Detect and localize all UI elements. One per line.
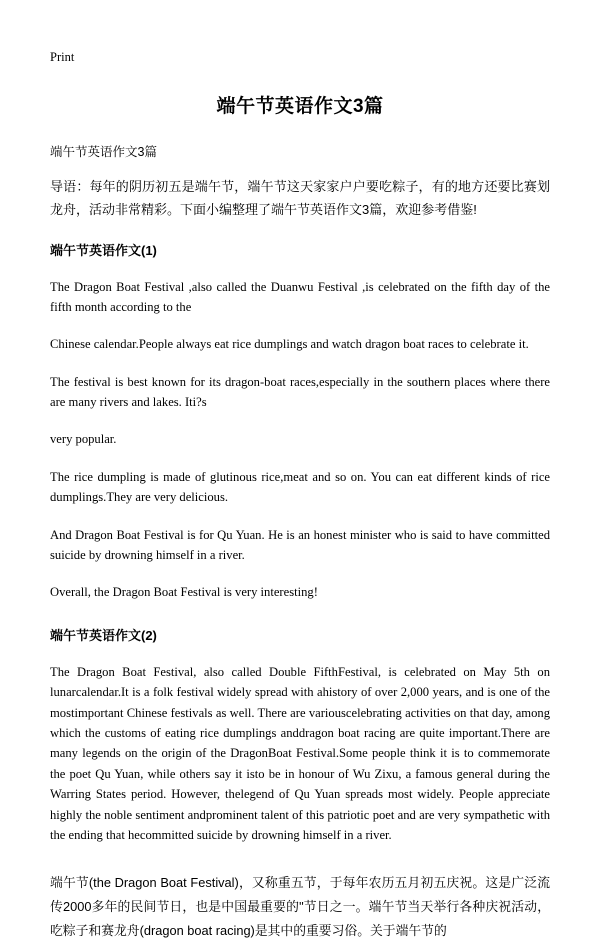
paragraph: And Dragon Boat Festival is for Qu Yuan. He is an honest minister who is said to have committed suicide by drowning himself in a river. <box>50 527 550 563</box>
paragraph: The rice dumpling is made of glutinous rice,meat and so on. You can eat different kinds of rice dumplings.They are very delicious. <box>50 469 550 505</box>
print-button[interactable]: Print <box>50 50 75 64</box>
section-heading-2: 端午节英语作文(2) <box>50 627 157 643</box>
paragraph: The Dragon Boat Festival ,also called the Duanwu Festival ,is celebrated on the fifth day of the fifth month according to the <box>50 279 550 314</box>
paragraph: The festival is best known for its dragon-boat races,especially in the southern places where there are many rivers and lakes. Iti?s <box>50 374 550 410</box>
document-subtitle: 端午节英语作文3篇 <box>50 145 157 159</box>
paragraph: Overall, the Dragon Boat Festival is very interesting! <box>50 585 318 600</box>
paragraph: very popular. <box>50 432 117 447</box>
paragraph-cn: 端午节(the Dragon Boat Festival)，又称重五节，于每年农历五月初五庆祝。这是广泛流传2000多年的民间节日，也是中国最重要的"节日之一。端午节当天举行各种庆祝活动，吃粽子和赛龙舟(dragon boat racing)是其中的重要习俗。关于端午节的 <box>50 875 550 938</box>
section-heading-1: 端午节英语作文(1) <box>50 242 157 258</box>
paragraph: Chinese calendar.People always eat rice dumplings and watch dragon boat races to celebrate it. <box>50 337 529 352</box>
paragraph: The Dragon Boat Festival, also called Double FifthFestival, is celebrated on May 5th on lunarcalendar.It is a folk festival widely spread with ahistory of over 2,000 years, and is one of the mostimportant Chinese festivals as well. There are variouscelebrating activities on that day, among which the customs of eating rice dumplings anddragon boat racing are quite important.There are many legends on the origin of the DragonBoat Festival.Some people think it is to commemorate the poet Qu Yuan, while others say it isto be in honour of Wu Zixu, a famous general during the Warring States period. However, thelegend of Qu Yuan spreads most widely. People appreciate highly the noble sentiment andprominent talent of this patriotic poet and are very sympathetic with the ending that hecommitted suicide by drowning himself in a river. <box>50 664 550 842</box>
document-lead: 导语：每年的阴历初五是端午节，端午节这天家家户户要吃粽子，有的地方还要比赛划龙舟，活动非常精彩。下面小编整理了端午节英语作文3篇，欢迎参考借鉴! <box>50 179 550 217</box>
page-title: 端午节英语作文3篇 <box>216 96 384 117</box>
